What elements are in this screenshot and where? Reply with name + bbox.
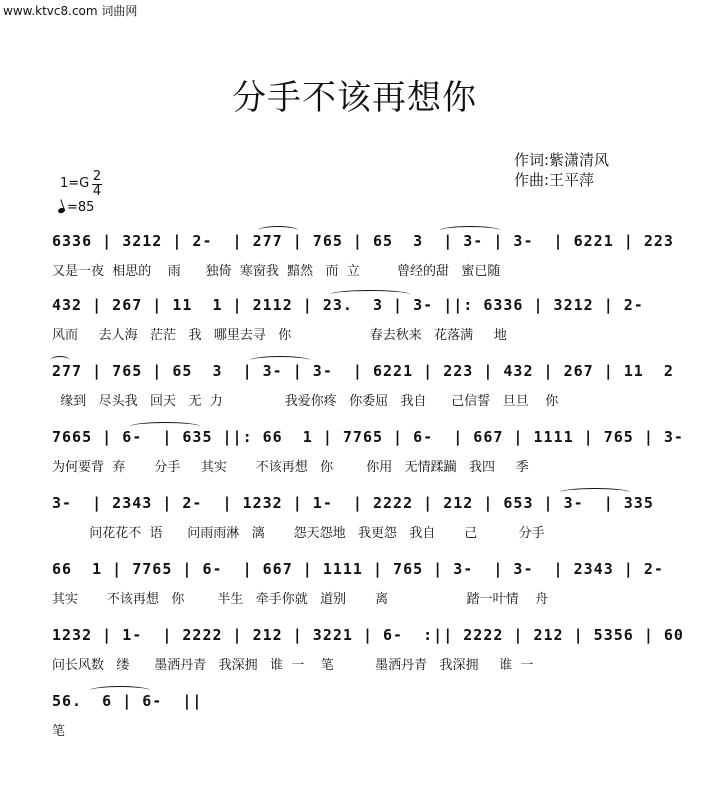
staff-line-8: [52, 692, 672, 748]
lyricist-credit: 作词:紫潇清风: [514, 151, 610, 169]
lyrics-7: 问长风数 缕 墨洒丹青 我深拥 谁 一 笔 墨洒丹青 我深拥 谁 一: [52, 658, 534, 673]
staff-line-3: [52, 362, 672, 418]
quarter-note-icon: [57, 207, 65, 214]
lyrics-2: 风而 去人海 茫茫 我 哪里去寻 你 春去秋来 花落满 地: [52, 328, 507, 343]
tempo-value: =85: [67, 200, 95, 215]
time-signature: [92, 170, 102, 199]
notation-1: 6336 | 3212 | 2- | 277 | 765 | 65 3 | 3- | 3- | 6221 | 223: [52, 232, 674, 250]
tie-arc: [50, 356, 70, 365]
notation-8: 56. 6 | 6- ||: [52, 692, 203, 710]
time-top: 2: [92, 169, 102, 184]
lyrics-4: 为何要背 弃 分手 其实 不该再想 你 你用 无情蹂躏 我四 季: [52, 460, 529, 475]
tie-arc: [90, 686, 150, 695]
lyrics-5: 问花花不 语 问雨雨淋 漓 怨天怨地 我更怨 我自 己 分手: [52, 526, 545, 541]
key-signature: 1=G: [60, 176, 90, 191]
notation-6: 66 1 | 7765 | 6- | 667 | 1111 | 765 | 3- | 3- | 2343 | 2-: [52, 560, 664, 578]
tempo-marking: [58, 200, 94, 215]
time-bottom: 4: [92, 184, 102, 199]
credits: [514, 150, 609, 190]
staff-line-7: [52, 626, 684, 682]
notation-4: 7665 | 6- | 635 ||: 66 1 | 7765 | 6- | 667 | 1111 | 765 | 3-: [52, 428, 684, 446]
notation-2: 432 | 267 | 11 1 | 2112 | 23. 3 | 3- ||: 6336 | 3212 | 2-: [52, 296, 644, 314]
tie-arc: [560, 488, 630, 497]
staff-line-1: [52, 232, 672, 288]
lyrics-6: 其实 不该再想 你 半生 牵手你就 道别 离 踏一叶情 舟: [52, 592, 549, 607]
notation-5: 3- | 2343 | 2- | 1232 | 1- | 2222 | 212 | 653 | 3- | 335: [52, 494, 654, 512]
lyrics-8: 笔: [52, 724, 66, 739]
staff-line-4: [52, 428, 684, 484]
notation-3: 277 | 765 | 65 3 | 3- | 3- | 6221 | 223 | 432 | 267 | 11 2: [52, 362, 674, 380]
staff-line-2: [52, 296, 672, 352]
tie-arc: [440, 226, 500, 235]
tie-arc: [258, 226, 298, 235]
lyrics-3: 缘到 尽头我 回天 无 力 我爱你疼 你委屈 我自 己信誓 旦旦 你: [52, 394, 559, 409]
staff-line-6: [52, 560, 672, 616]
staff-line-5: [52, 494, 672, 550]
song-title: 分手不该再想你: [232, 78, 477, 118]
source-watermark: www.ktvc8.com 词曲网: [3, 4, 138, 18]
lyrics-1: 又是一夜 相思的 雨 独倚 寒窗我 黯然 而 立 曾经的甜 蜜已随: [52, 264, 501, 279]
tie-arc: [130, 422, 200, 431]
notation-7: 1232 | 1- | 2222 | 212 | 3221 | 6- :|| 2222 | 212 | 5356 | 60: [52, 626, 684, 644]
tie-arc: [330, 290, 410, 299]
composer-credit: 作曲:王平萍: [514, 171, 595, 189]
tie-arc: [250, 356, 310, 365]
